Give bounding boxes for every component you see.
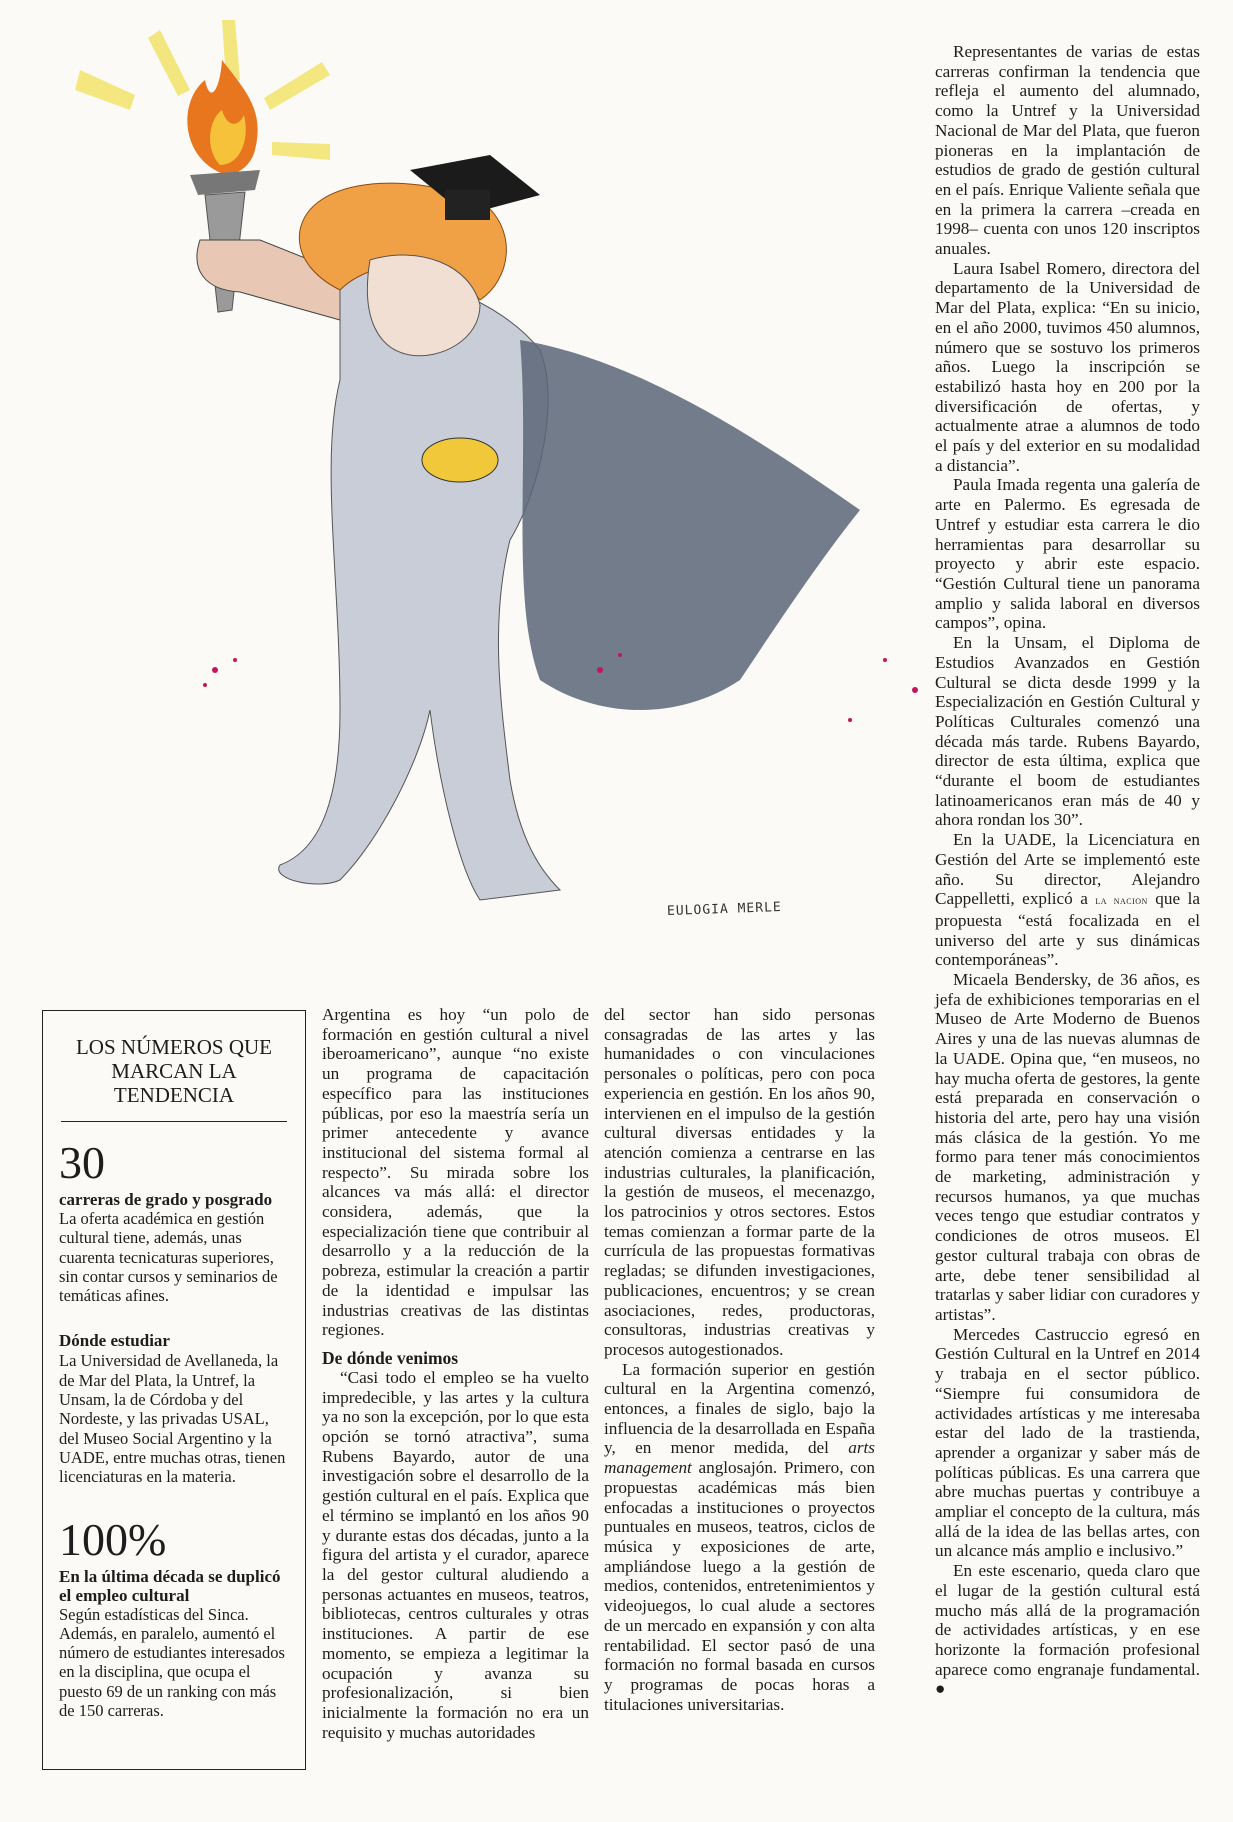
paragraph: Mercedes Castruccio egresó en Gestión Cultural en la Untref en 2014 y trabaja en el sector público. “Siempre fui consumidora de actividades artísticas y me interesaba estar del lado de la trastienda, aprender a organizar y saber más de políticas públicas. Es una carrera que abre muchas puertas y contribuye a ampliar el concepto de la cultura, más allá de la idea de las bellas artes, con un alcance más amplio e inclusivo.” xyxy=(935,1324,1200,1561)
text-run: que la propuesta “está focalizada en el universo del arte y sus dinámicas contemporáneas”. xyxy=(935,889,1200,970)
text-run: En este escenario, queda claro que el lugar de la gestión cultural está mucho más allá de la programación de actividades artísticas, y en ese horizonte la formación profesional aparece como engranaje fundamental. xyxy=(935,1561,1200,1679)
paragraph: del sector han sido personas consagradas de las artes y las humanidades o con vinculaciones personales o políticas, pero con poca experiencia en gestión. En los años 90, intervienen en el impulso de la gestión cultural diversas entidades y la atención comienza a centrarse en las industrias culturales, la planificación, la gestión de museos, el mecenazgo, los patrocinios y otros sectores. Estos temas comienzan a formar parte de la currícula de las propuestas formativas regladas; se difunden investigaciones, publicaciones, encuentros; y se crean asociaciones, redes, productoras, consultoras, industrias creativas y procesos autogestionados. xyxy=(604,1005,875,1359)
sidebar-title: LOS NÚMEROS QUE MARCAN LA TENDENCIA xyxy=(61,1035,287,1122)
paragraph: En la Unsam, el Diploma de Estudios Avanzados en Gestión Cultural se dicta desde 1999 y la Especialización en Gestión Cultural y Políticas Culturales comenzó una década más tarde. Rubens Bayardo, director de esta última, explica que “durante el boom de estudiantes latinoamericanos eran más de 40 y ahora rondan los 30”. xyxy=(935,633,1200,830)
graduate-illustration xyxy=(40,20,940,1000)
stat-headline: carreras de grado y posgrado xyxy=(59,1190,273,1209)
emphasis: arts management xyxy=(604,1438,875,1478)
stat-value: 100% xyxy=(59,1513,167,1565)
paragraph: Paula Imada regenta una galería de arte en Palermo. Es egresada de Untref y estudiar esta carrera le dio herramientas para desarrollar su proyecto y abrir este espacio. “Gestión Cultural tiene un panorama amplio y salida laboral en diversos campos”, opina. xyxy=(935,475,1200,633)
paragraph xyxy=(604,1360,875,1715)
newspaper-name: la nacion xyxy=(1095,893,1148,908)
paragraph: Argentina es hoy “un polo de formación en gestión cultural a nivel iberoamericano”, aunque “no existe un programa de capacitación específico para las instituciones públicas, por eso la maestría sería un primer antecedente y avance institucional del sistema formal al respecto”. Su mirada sobre los alcances va más allá: el director considera, además, que la especialización tiene que contribuir al desarrollo y a la reducción de la pobreza, estimular la creación a partir de la identidad e impulsar las industrias creativas de las distintas regiones. xyxy=(322,1005,589,1340)
paragraph: Representantes de varias de estas carreras confirman la tendencia que refleja el aumento del alumnado, como la Untref y la Universidad Nacional de Mar del Plata, que fueron pioneras en la implantación de estudios de grado de gestión cultural en el país. Enrique Valiente señala que en la primera la carrera –creada en 1998– cuenta con unos 120 inscriptos anuales. xyxy=(935,42,1200,259)
stat-headline: En la última década se duplicó el empleo cultural xyxy=(59,1566,281,1605)
end-mark-icon: ● xyxy=(935,1679,946,1699)
stat-description: Según estadísticas del Sinca. Además, en paralelo, aumentó el número de estudiantes interesados en la disciplina, que ocupa el puesto 69 de un ranking con más de 150 carreras. xyxy=(59,1604,285,1721)
where-heading: Dónde estudiar xyxy=(59,1331,170,1351)
text-run: anglosajón. Primero, con propuestas académicas más bien enfocadas a instituciones o proyectos puntuales en museos, teatros, ciclos de música y exposiciones de arte, ampliándose luego a la gestión de medios, contenidos, entretenimientos y videojuegos, lo cual alude a sectores de un mercado en expansión y con alta rentabilidad. El sector pasó de una formación no formal basada en cursos y programas de pocas horas a titulaciones universitarias. xyxy=(604,1458,875,1714)
where-to-study xyxy=(59,1331,289,1486)
belt-emblem xyxy=(422,438,498,482)
stat-block-employment xyxy=(59,1513,289,1721)
stat-value: 30 xyxy=(59,1137,105,1188)
article-column-2 xyxy=(604,1005,875,1714)
paragraph xyxy=(935,1561,1200,1699)
paragraph: “Casi todo el empleo se ha vuelto impredecible, y las artes y la cultura ya no son la excepción, por lo que esta opción se tornó atractiva”, suma Rubens Bayardo, autor de una investigación sobre el desarrollo de la gestión cultural en el país. Explica que el término se implantó en los años 90 y durante estas dos décadas, junto a la figura del artista y el curador, aparece la del gestor cultural aludiendo a personas actuantes en museos, teatros, bibliotecas, centros culturales y otras instituciones. A partir de ese momento, se empieza a legitimar la ocupación y avanza su profesionalización, si bien inicialmente la formación no era un requisito y muchas autoridades xyxy=(322,1367,589,1742)
text-run: En la UADE, la Licenciatura en Gestión del Arte se implementó este año. Su director, Alejandro Cappelletti, explicó a xyxy=(935,830,1200,909)
where-text: La Universidad de Avellaneda, la de Mar del Plata, la Untref, la Unsam, la de Córdoba y del Nordeste, y las privadas USAL, del Museo Social Argentino y la UADE, entre muchas otras, tienen licenciaturas en la materia. xyxy=(59,1351,286,1487)
cape xyxy=(520,340,860,710)
stats-sidebar xyxy=(42,1010,306,1770)
article-column-3 xyxy=(935,42,1200,1699)
paragraph xyxy=(935,830,1200,970)
paragraph: Laura Isabel Romero, directora del departamento de la Universidad de Mar del Plata, explica: “En su inicio, en el año 2000, tuvimos 450 alumnos, número que se sostuvo los primeros años. Luego la inscripción se estabilizó hasta hoy en 200 por la diversificación de ofertas, y actualmente atrae a alumnos de todo el país y del exterior en su modalidad a distancia”. xyxy=(935,258,1200,475)
suit-body xyxy=(279,270,560,900)
article-column-1 xyxy=(322,1005,589,1742)
subheading: De dónde venimos xyxy=(322,1347,459,1368)
text-run: La formación superior en gestión cultural en la Argentina comenzó, entonces, a finales de siglo, bajo la influencia de la desarrollada en España y, en menor medida, del xyxy=(604,1359,875,1458)
stat-block-careers xyxy=(59,1137,289,1306)
stat-description: La oferta académica en gestión cultural tiene, además, unas cuarenta tecnicaturas superiores, sin contar cursos y seminarios de temáticas afines. xyxy=(59,1209,278,1306)
paragraph: Micaela Bendersky, de 36 años, es jefa de exhibiciones temporarias en el Museo de Arte Moderno de Buenos Aires y una de las nuevas alumnas de la UADE. Opina que, “en museos, no hay mucha oferta de gestores, la gente está preparada en conservación o historia del arte, pero hay una visión más clásica de la gestión. Yo me formo para tener más conocimientos de marketing, administración y recursos humanos, ya que muchas veces tengo que estudiar contratos y condiciones de otros museos. El gestor cultural trabaja con obras de arte, debe tener sensibilidad al tratarlas y saber lidiar con curadores y artistas”. xyxy=(935,970,1200,1324)
torch-flame xyxy=(187,60,257,174)
illustration-credit: EULOGIA MERLE xyxy=(666,900,782,919)
